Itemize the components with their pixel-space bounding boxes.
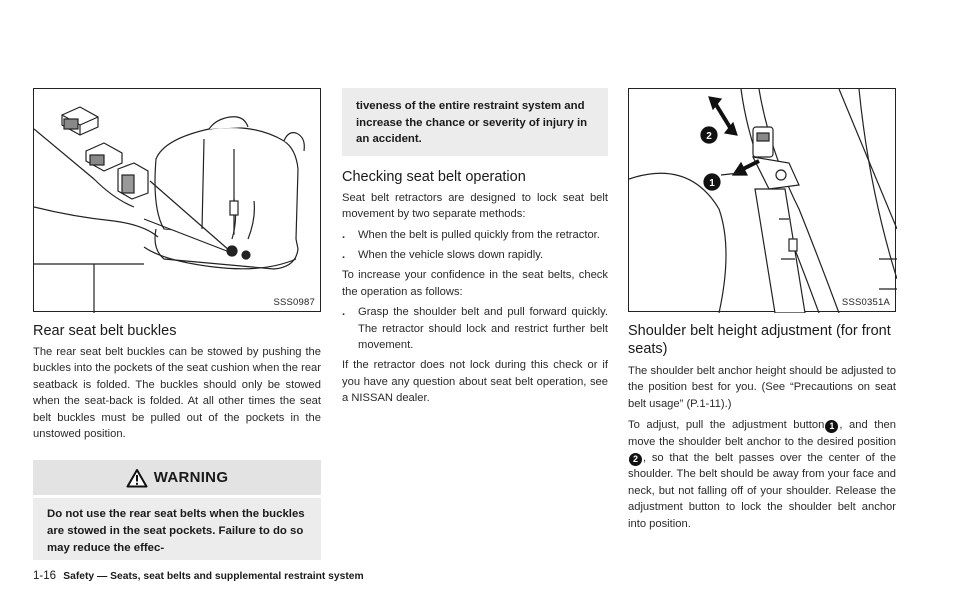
checking-intro: Seat belt retractors are designed to lock seat belt movement by two separate methods: [342,191,608,221]
heading-rear-buckles: Rear seat belt buckles [33,323,177,339]
rear-seat-figure [33,88,321,312]
column-right [628,88,896,532]
shoulder-p1: The shoulder belt anchor height should be adjusted to the position best for you. (See “Precautions on seat belt usage” (P.1-11).) [628,365,896,410]
warning-box [33,460,321,560]
column-left [33,88,321,560]
figure-code: SSS0987 [273,297,315,308]
section-title: Safety — Seats, seat belts and supplemental restraint system [63,571,364,582]
heading-shoulder-adjust: Shoulder belt height adjustment (for front seats) [628,323,891,357]
page-footer [33,570,364,582]
warning-triangle-icon [126,468,148,488]
list-item: . When the belt is pulled quickly from the retractor. [342,228,600,241]
rear-buckles-paragraph: The rear seat belt buckles can be stowed by pushing the buckles into the pockets of the seat cushion when the rear seatback is folded. The buckles should only be stowed when the seat-back is folded. At all other times the seat belt buckles must be pulled out of the pockets in the unstowed position. [33,346,321,441]
warning-text: Do not use the rear seat belts when the buckles are stowed in the seat pockets. Failure to do so may reduce the effec- [33,495,321,560]
shoulder-belt-illustration [629,89,897,313]
page-number: 1-16 [33,570,57,582]
heading-checking-operation: Checking seat belt operation [342,168,526,185]
checking-p2: To increase your confidence in the seat belts, check the operation as follows: [342,269,608,298]
warning-continuation: tiveness of the entire restraint system and increase the chance or severity of injury in an accident. [342,88,608,156]
marker-1-icon: 1 [825,420,838,433]
shoulder-p2: To adjust, pull the adjustment button 1 , and then move the shoulder belt anchor to the desired position2 , so that the belt passes over the center of the shoulder. The belt should be away from your face and neck, but not falling off of your shoulder. Release the adjustment button to lock the shoulder belt anchor into position. [628,419,896,530]
check-steps-list [342,304,608,353]
column-middle [342,88,608,407]
checking-p3: If the retractor does not lock during this check or if you have any question about seat belt operation, see a NISSAN dealer. [342,359,608,405]
rear-seat-illustration [34,89,322,313]
warning-header [33,460,321,495]
marker-2-icon: 2 [629,453,642,466]
retractor-methods-list [342,227,608,264]
figure-code: SSS0351A [841,297,890,308]
list-item: . When the vehicle slows down rapidly. [342,249,544,261]
figure-callout-1: 1 [709,178,715,189]
warning-title: WARNING [153,469,229,487]
list-item: . Grasp the shoulder belt and pull forward quickly. The retractor should lock and restrict further belt movement. [342,306,608,352]
figure-callout-2: 2 [706,131,712,142]
shoulder-belt-figure [628,88,896,312]
